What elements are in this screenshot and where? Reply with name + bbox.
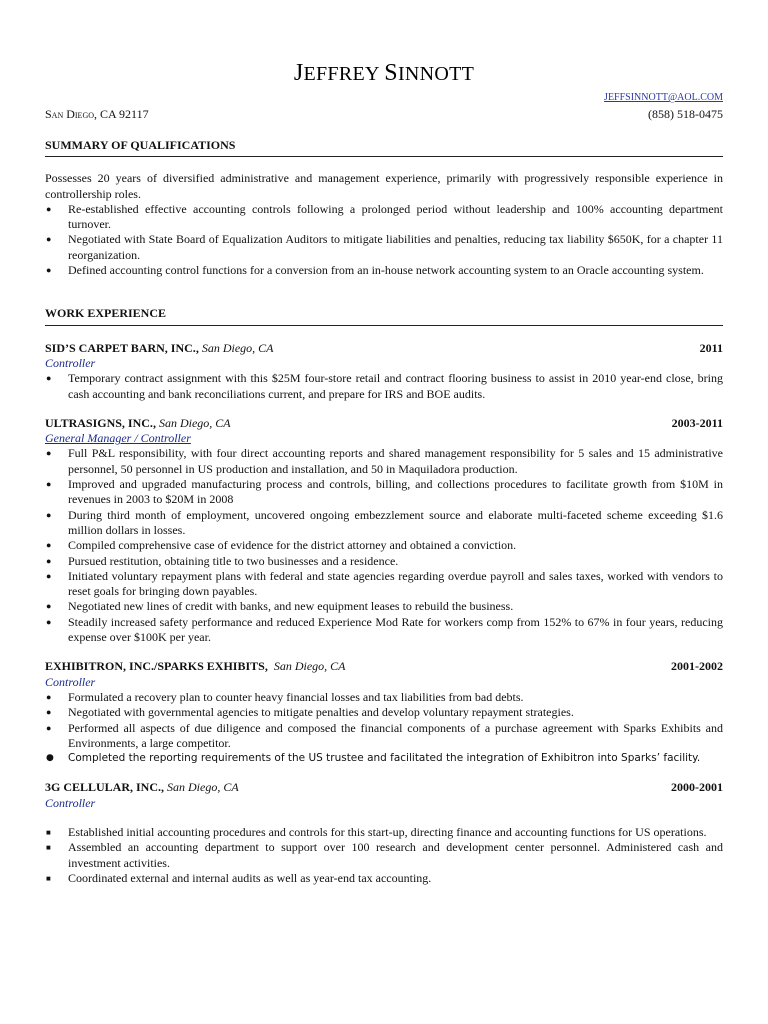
job-years: 2001-2002: [671, 659, 723, 674]
job-bullet: ■ Established initial accounting procedures and controls for this start-up, directing finance and accounting functions for US operations.: [45, 825, 723, 840]
job-years: 2000-2001: [671, 780, 723, 795]
experience-heading: WORK EXPERIENCE: [45, 306, 723, 325]
company-location: San Diego, CA: [273, 659, 346, 674]
job-bullets: [45, 371, 723, 402]
candidate-name: JEFFREY SINNOTT: [293, 60, 475, 86]
email-link[interactable]: JEFFSINNOTT@AOL.COM: [604, 92, 723, 103]
job-bullet: ● Performed all aspects of due diligence and composed the financial components of a purchase agreement with Sparks Exhibits and Environments, a large competitor.: [45, 721, 723, 752]
job-bullet: ● Pursued restitution, obtaining title to two businesses and a residence.: [45, 554, 723, 569]
summary-heading: SUMMARY OF QUALIFICATIONS: [45, 138, 723, 157]
job-header: SID’S CARPET BARN, INC., San Diego, CA 2011: [45, 340, 723, 355]
job-bullet: ● Full P&L responsibility, with four direct accounting reports and shared management responsibility for 5 sales and 15 administrative personnel, 50 personnel in US production and installation, and 50 in Maquiladora production.: [45, 446, 723, 477]
job-bullet: ● Initiated voluntary repayment plans with federal and state agencies regarding overdue payroll and sales taxes, worked with vendors to reset goals for bringing down payables.: [45, 569, 723, 600]
company-name: ULTRASIGNS, INC.: [45, 415, 153, 430]
job-role: Controller: [45, 355, 96, 370]
job-header: ULTRASIGNS, INC., San Diego, CA 2003-2011: [45, 415, 723, 430]
city-text: San Diego, CA 92117: [45, 107, 149, 121]
job-bullet: ● Negotiated new lines of credit with banks, and new equipment leases to rebuild the business.: [45, 599, 723, 614]
summary-intro: Possesses 20 years of diversified administrative and management experience, primarily with progressively responsible experience in controllership roles.: [45, 171, 723, 201]
summary-bullets: [45, 202, 723, 278]
job-header: 3G CELLULAR, INC., San Diego, CA 2000-2001: [45, 780, 723, 795]
job-entry: [45, 780, 723, 886]
company-location: San Diego, CA: [158, 415, 231, 430]
job-bullet: ● Completed the reporting requirements of the US trustee and facilitated the integration of Exhibitron into Sparks’ facility.: [45, 751, 723, 766]
job-bullet: ■ Coordinated external and internal audits as well as year-end tax accounting.: [45, 871, 723, 886]
company-name: 3G CELLULAR, INC.: [45, 780, 162, 795]
summary-bullet: ● Defined accounting control functions for a conversion from an in-house network accounting system to an Oracle accounting system.: [45, 263, 723, 278]
summary-section: [45, 138, 723, 278]
job-bullet: ● Temporary contract assignment with this $25M four-store retail and contract flooring business to assist in 2010 year-end close, bring cash accounting and bank reconciliations current, and prepare for IRS and BOE audits.: [45, 371, 723, 402]
job-bullet: ● Negotiated with governmental agencies to mitigate penalties and develop voluntary repayment strategies.: [45, 705, 723, 720]
job-role: Controller: [45, 795, 96, 810]
company-location: San Diego, CA: [201, 340, 274, 355]
company-location: San Diego, CA: [167, 780, 239, 795]
job-bullet: ● Steadily increased safety performance and reduced Experience Mod Rate for workers comp from 152% to 67% in four years, reducing expense over $100K per year.: [45, 615, 723, 646]
job-header: EXHIBITRON, INC./SPARKS EXHIBITS, San Diego, CA 2001-2002: [45, 659, 723, 674]
resume-content: [45, 138, 723, 886]
job-bullet: ● During third month of employment, uncovered ongoing embezzlement source and elaborate multi-faceted scheme exceeding $1.6 million dollars in losses.: [45, 508, 723, 539]
company-name: SID’S CARPET BARN, INC.: [45, 340, 196, 355]
job-bullets: [45, 825, 723, 886]
job-bullet: ■ Assembled an accounting department to support over 100 research and development center personnel. Administered cash and investment activities.: [45, 840, 723, 871]
job-entry: [45, 659, 723, 766]
job-entry: [45, 416, 723, 645]
job-bullet: ● Formulated a recovery plan to counter heavy financial losses and tax liabilities from bad debts.: [45, 690, 723, 705]
job-bullet: ● Compiled comprehensive case of evidence for the district attorney and obtained a conviction.: [45, 538, 723, 553]
experience-section: [45, 306, 723, 886]
phone-text: (858) 518-0475: [648, 107, 723, 121]
job-years: 2003-2011: [671, 415, 723, 430]
job-bullet: ● Improved and upgraded manufacturing process and controls, billing, and collections procedures to facilitate growth from $10M in revenues in 2003 to $20M in 2008: [45, 477, 723, 508]
job-role: Controller: [45, 674, 96, 689]
job-entry: [45, 341, 723, 402]
job-years: 2011: [699, 340, 723, 355]
job-bullets: [45, 690, 723, 766]
job-bullets: [45, 446, 723, 645]
company-name: EXHIBITRON, INC./SPARKS EXHIBITS: [45, 659, 265, 674]
job-role: General Manager / Controller: [45, 431, 191, 446]
summary-bullet: ● Negotiated with State Board of Equalization Auditors to mitigate liabilities and penalties, reducing tax liability $650K, for a chapter 11 reorganization.: [45, 232, 723, 263]
summary-bullet: ● Re-established effective accounting controls following a prolonged period without leadership and 100% accounting department turnover.: [45, 202, 723, 233]
